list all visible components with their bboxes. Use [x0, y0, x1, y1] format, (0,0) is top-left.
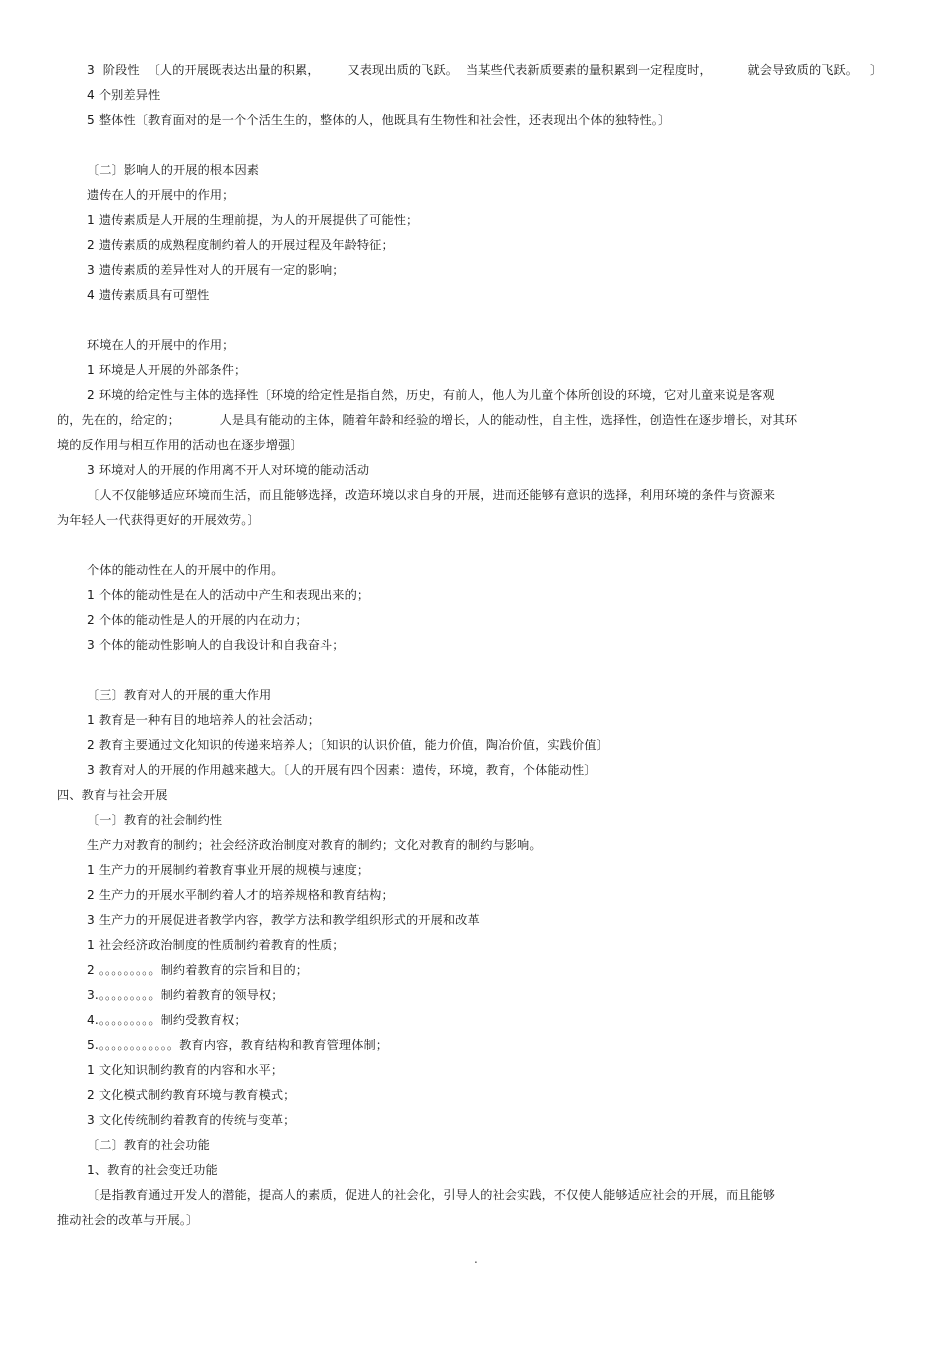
text-line-environment-3: 3 环境对人的开展的作用离不开人对环境的能动活动	[87, 463, 370, 477]
section-heading-social-function: 〔二〕教育的社会功能	[87, 1138, 210, 1152]
text-line-political-2: 2 。。。。。。。。。制约着教育的宗旨和目的；	[87, 963, 309, 977]
text-line-environment-1: 1 环境是人开展的外部条件；	[87, 363, 247, 377]
text-line-heredity-4: 4 遗传素质具有可塑性	[87, 288, 210, 302]
text-line-culture-2: 2 文化模式制约教育环境与教育模式；	[87, 1088, 296, 1102]
text-line-culture-1: 1 文化知识制约教育的内容和水平；	[87, 1063, 284, 1077]
text-line-social-change-function: 1、教育的社会变迁功能	[87, 1163, 218, 1177]
text-line-environment-2: 2 环境的给定性与主体的选择性〔环境的给定性是指自然，历史，有前人，他人为儿童个体所创设的环境，它对儿童来说是客观	[87, 388, 775, 402]
text-line-culture-3: 3 文化传统制约着教育的传统与变革；	[87, 1113, 296, 1127]
text-line-education-3: 3 教育对人的开展的作用越来越大。〔人的开展有四个因素：遗传，环境，教育，个体能动性〕	[87, 763, 597, 777]
text-line-environment-2-cont: 的，先在的，给定的； 人是具有能动的主体，随着年龄和经验的增长，人的能动性，自主性，选择性，创造性在逐步增长，对其环	[57, 413, 798, 427]
text-line-heredity-2: 2 遗传素质的成熟程度制约着人的开展过程及年龄特征；	[87, 238, 394, 252]
text-line-heredity-1: 1 遗传素质是人开展的生理前提，为人的开展提供了可能性；	[87, 213, 419, 227]
section-heading-basic-factors: 〔二〕影响人的开展的根本因素	[87, 163, 260, 177]
text-line-agency-1: 1 个体的能动性是在人的活动中产生和表现出来的；	[87, 588, 370, 602]
text-line-agency-2: 2 个体的能动性是人的开展的内在动力；	[87, 613, 308, 627]
text-line-environment-2-end: 境的反作用与相互作用的活动也在逐步增强〕	[57, 438, 303, 452]
text-line-agency-3: 3 个体的能动性影响人的自我设计和自我奋斗；	[87, 638, 345, 652]
text-line-agency-heading: 个体的能动性在人的开展中的作用。	[87, 563, 284, 577]
text-line-productivity-3: 3 生产力的开展促进者教学内容，教学方法和教学组织形式的开展和改革	[87, 913, 480, 927]
text-line-environment-3-note-end: 为年轻人一代获得更好的开展效劳。〕	[57, 513, 260, 527]
text-line-wholeness: 5 整体性〔教育面对的是一个个活生生的，整体的人，他既具有生物性和社会性，还表现出个体的独特性。〕	[87, 113, 671, 127]
text-line-productivity-1: 1 生产力的开展制约着教育事业开展的规模与速度；	[87, 863, 370, 877]
chapter-heading-education-society: 四、教育与社会开展	[57, 788, 168, 802]
text-line-education-1: 1 教育是一种有目的地培养人的社会活动；	[87, 713, 321, 727]
text-line-political-5: 5.。。。。。。。。。。。。教育内容，教育结构和教育管理体制；	[87, 1038, 389, 1052]
text-line-stage: 3 阶段性 〔人的开展既表达出量的积累， 又表现出质的飞跃。 当某些代表新质要素的量积累到一定程度时， 就会导致质的飞跃。 〕	[87, 63, 883, 77]
text-line-political-4: 4.。。。。。。。。。制约受教育权；	[87, 1013, 247, 1027]
section-heading-education-role: 〔三〕教育对人的开展的重大作用	[87, 688, 272, 702]
text-line-political-3: 3.。。。。。。。。。制约着教育的领导权；	[87, 988, 284, 1002]
text-line-productivity-2: 2 生产力的开展水平制约着人才的培养规格和教育结构；	[87, 888, 394, 902]
text-line-environment-3-note: 〔人不仅能够适应环境而生活，而且能够选择，改造环境以求自身的开展，进而还能够有意识的选择，利用环境的条件与资源来	[87, 488, 776, 502]
text-line-social-change-note-end: 推动社会的改革与开展。〕	[57, 1213, 199, 1227]
text-line-constraint-summary: 生产力对教育的制约；社会经济政治制度对教育的制约；文化对教育的制约与影响。	[87, 838, 542, 852]
text-line-political-1: 1 社会经济政治制度的性质制约着教育的性质；	[87, 938, 345, 952]
text-line-heredity-heading: 遗传在人的开展中的作用；	[87, 188, 235, 202]
text-line-individual-difference: 4 个别差异性	[87, 88, 161, 102]
text-line-education-2: 2 教育主要通过文化知识的传递来培养人；〔知识的认识价值，能力价值，陶冶价值，实践价值〕	[87, 738, 609, 752]
section-heading-social-constraint: 〔一〕教育的社会制约性	[87, 813, 223, 827]
text-line-heredity-3: 3 遗传素质的差异性对人的开展有一定的影响；	[87, 263, 345, 277]
text-line-environment-heading: 环境在人的开展中的作用；	[87, 338, 235, 352]
text-line-social-change-note: 〔是指教育通过开发人的潜能，提高人的素质，促进人的社会化，引导人的社会实践，不仅使人能够适应社会的开展，而且能够	[87, 1188, 776, 1202]
page-footer-mark: .	[474, 1252, 478, 1266]
